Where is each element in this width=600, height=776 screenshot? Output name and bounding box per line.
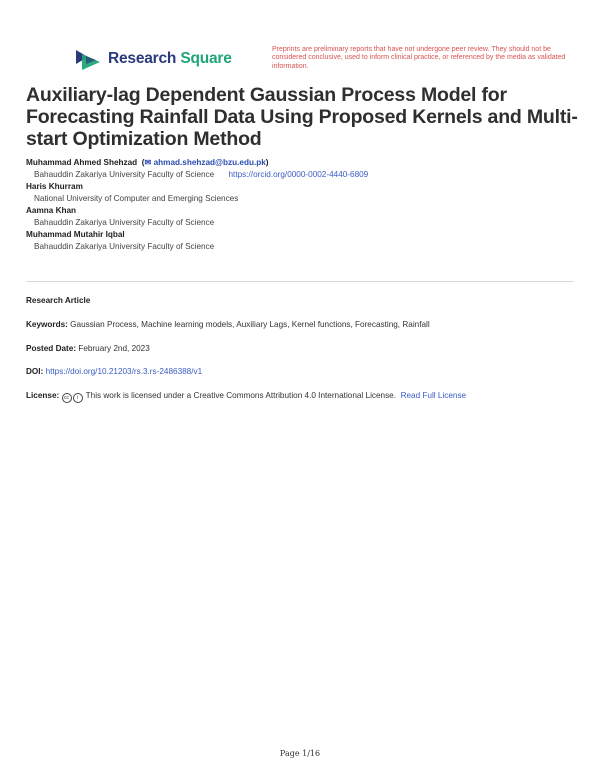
author-list — [26, 157, 586, 253]
page-number: Page 1/16 — [279, 749, 321, 758]
author-entry: Muhammad Ahmed Shehzad (✉ ahmad.shehzad@bzu.edu.pk) Bahauddin Zakariya University Faculty of Science https://orcid.org/0000-0002-4440-6809 — [26, 158, 369, 179]
doi-label: DOI: — [26, 367, 44, 376]
doi — [26, 366, 586, 378]
author-affiliation: Bahauddin Zakariya University Faculty of Science — [34, 218, 215, 227]
posted-date-value: February 2nd, 2023 — [78, 344, 150, 353]
keywords-label: Keywords: — [26, 320, 68, 329]
author-affiliation: Bahauddin Zakariya University Faculty of Science — [34, 170, 215, 179]
read-full-license-link[interactable]: Read Full License — [400, 391, 467, 400]
orcid-link[interactable]: https://orcid.org/0000-0002-4440-6809 — [228, 170, 369, 179]
creative-commons-icon: cc — [62, 393, 72, 403]
author-name: Muhammad Mutahir Iqbal — [26, 230, 125, 239]
logo-text: Research Square — [108, 50, 232, 67]
research-square-logo-icon — [74, 48, 102, 70]
attribution-icon: i — [73, 393, 83, 403]
author-entry — [26, 181, 586, 205]
posted-date — [26, 343, 586, 355]
author-entry — [26, 205, 586, 229]
divider — [26, 281, 574, 282]
envelope-icon: ✉ — [144, 158, 152, 167]
author-affiliation: Bahauddin Zakariya University Faculty of Science — [34, 242, 215, 251]
research-square-logo[interactable] — [74, 48, 232, 70]
author-email-link[interactable]: ✉ ahmad.shehzad@bzu.edu.pk — [144, 158, 266, 167]
author-affiliation: National University of Computer and Emerging Sciences — [34, 194, 239, 203]
author-name: Haris Khurram — [26, 182, 83, 191]
doi-link[interactable]: https://doi.org/10.21203/rs.3.rs-2486388/v1 — [45, 367, 203, 376]
author-entry — [26, 229, 586, 253]
author-name: Aamna Khan — [26, 206, 77, 215]
author-name: Muhammad Ahmed Shehzad — [26, 158, 138, 167]
license-text: This work is licensed under a Creative Commons Attribution 4.0 International License. — [85, 391, 397, 400]
license — [26, 390, 586, 403]
header — [0, 44, 600, 80]
article-type: Research Article — [26, 296, 91, 305]
posted-date-label: Posted Date: — [26, 344, 77, 353]
license-label: License: — [26, 391, 60, 400]
preprint-disclaimer: Preprints are preliminary reports that have not undergone peer review. They should not be considered conclusive, used to inform clinical practice, or referenced by the media as validated information. — [272, 46, 566, 70]
keywords-value: Gaussian Process, Machine learning models, Auxiliary Lags, Kernel functions, Forecasting, Rainfall — [70, 320, 430, 329]
paper-title: Auxiliary-lag Dependent Gaussian Process Model for Forecasting Rainfall Data Using Proposed Kernels and Multi-start Optimization Method — [26, 84, 578, 150]
keywords — [26, 319, 586, 331]
